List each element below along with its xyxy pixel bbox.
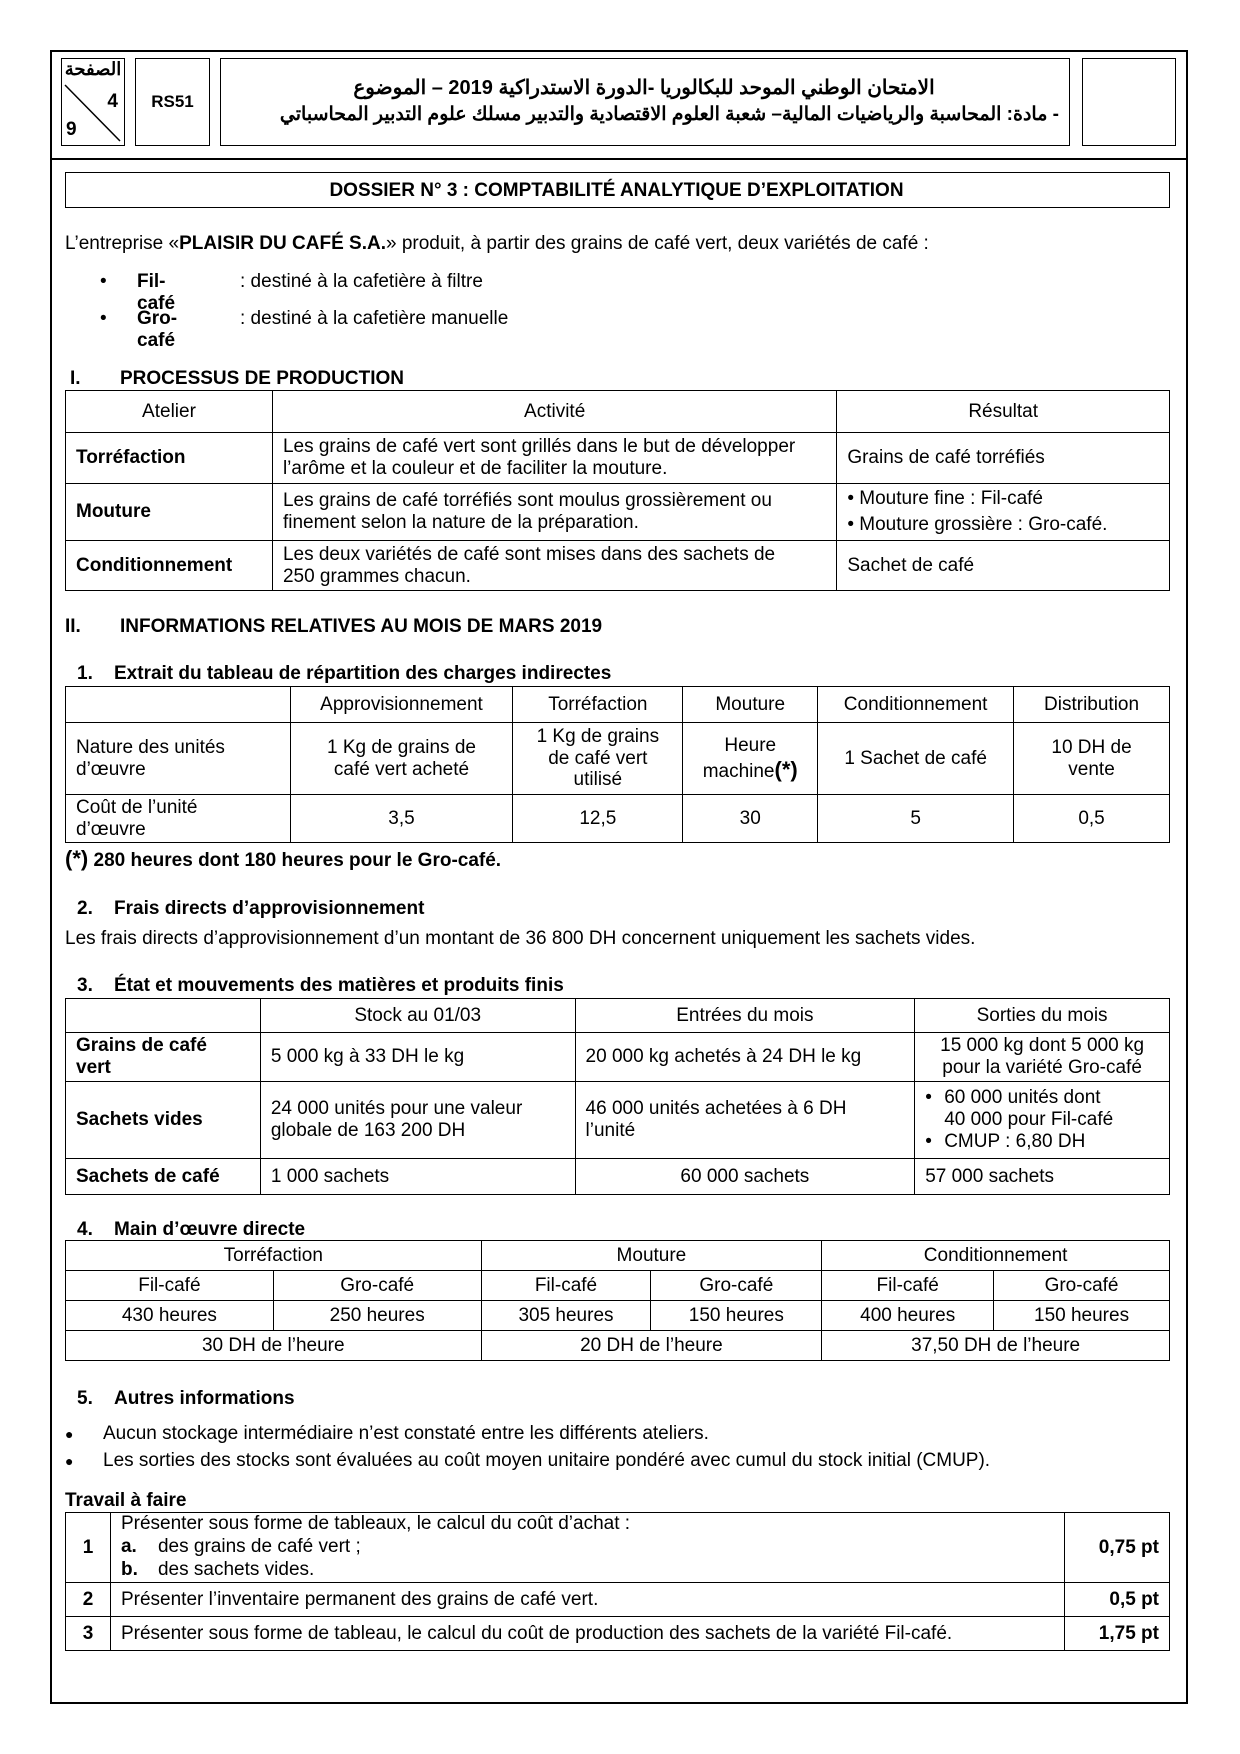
asterisk-mark: (*) bbox=[774, 756, 798, 782]
cell-line: 60 000 unités dont bbox=[944, 1087, 1101, 1109]
cell-line: machine bbox=[702, 760, 775, 782]
activity-line: l’arôme et la couleur et de faciliter la mouture. bbox=[282, 458, 668, 479]
result-cell: Sachet de café bbox=[837, 541, 1170, 591]
table-row bbox=[66, 433, 1170, 484]
title-box bbox=[220, 58, 1070, 146]
intro-suffix: » produit, à partir des grains de café vert, deux variétés de café : bbox=[385, 233, 929, 254]
section-title: INFORMATIONS RELATIVES AU MOIS DE MARS 2019 bbox=[120, 616, 603, 637]
column-header: Fil-café bbox=[822, 1271, 994, 1301]
table-row bbox=[66, 1617, 1170, 1651]
subsection-title: Main d’œuvre directe bbox=[114, 1219, 306, 1240]
cell-value: 150 heures bbox=[994, 1301, 1170, 1331]
dossier-title: DOSSIER N° 3 : COMPTABILITÉ ANALYTIQUE D’EXPLOITATION bbox=[329, 180, 904, 201]
column-header: Sorties du mois bbox=[915, 999, 1170, 1033]
question-text: Présenter sous forme de tableaux, le calcul du coût d’achat : bbox=[120, 1513, 631, 1535]
row-label: Sachets vides bbox=[66, 1082, 261, 1159]
activity-line: finement selon la nature de la préparation. bbox=[282, 512, 639, 533]
cell-value: 57 000 sachets bbox=[915, 1159, 1170, 1195]
question-number: 3 bbox=[66, 1617, 111, 1651]
question-number: 1 bbox=[66, 1513, 111, 1583]
result-cell: Grains de café torréfiés bbox=[837, 433, 1170, 484]
row-label-line: Grains de café bbox=[76, 1035, 207, 1057]
activity-line: Les grains de café torréfiés sont moulus grossièrement ou bbox=[282, 490, 772, 512]
subsection-3-heading bbox=[77, 975, 564, 997]
cell-line: 40 000 pour Fil-café bbox=[944, 1109, 1114, 1131]
column-header: Résultat bbox=[837, 391, 1170, 433]
column-header: Atelier bbox=[66, 391, 273, 433]
column-header: Conditionnement bbox=[818, 687, 1014, 723]
result-line: • Mouture grossière : Gro-café. bbox=[847, 514, 1108, 535]
subsection-num: 4. bbox=[77, 1219, 93, 1240]
table-row bbox=[66, 1033, 1170, 1082]
table-row bbox=[66, 541, 1170, 591]
table-row bbox=[66, 1331, 1170, 1361]
activity-line: 250 grammes chacun. bbox=[282, 565, 471, 587]
table-row bbox=[66, 1159, 1170, 1195]
cell-value: 37,50 DH de l’heure bbox=[822, 1331, 1170, 1361]
indirect-charges-table bbox=[65, 686, 1170, 843]
table-row bbox=[66, 723, 1170, 795]
atelier-cell: Mouture bbox=[66, 484, 273, 541]
row-label-line: d’œuvre bbox=[76, 758, 146, 780]
page-number-box bbox=[61, 58, 125, 146]
table-row bbox=[66, 1301, 1170, 1331]
activity-line: Les deux variétés de café sont mises dans des sachets de bbox=[282, 543, 776, 565]
travail-table bbox=[65, 1512, 1170, 1651]
cell-value: 12,5 bbox=[513, 795, 683, 843]
column-header bbox=[66, 999, 261, 1033]
footnote-mark: (*) bbox=[65, 846, 89, 871]
section-2-heading bbox=[65, 616, 603, 638]
variety-name: Gro-café bbox=[137, 308, 178, 351]
exam-code: RS51 bbox=[151, 92, 194, 111]
subsection-title: Frais directs d’approvisionnement bbox=[114, 898, 425, 919]
production-process-table bbox=[65, 390, 1170, 591]
subsection-2-heading bbox=[77, 898, 425, 920]
cell-line: de café vert bbox=[548, 747, 648, 769]
column-header: Gro-café bbox=[651, 1271, 822, 1301]
cell-line: vente bbox=[1068, 758, 1115, 780]
column-header: Entrées du mois bbox=[575, 999, 915, 1033]
cell-value: 5 000 kg à 33 DH le kg bbox=[260, 1033, 575, 1082]
table-row bbox=[66, 484, 1170, 541]
cell-value: 250 heures bbox=[273, 1301, 481, 1331]
subsection-4-heading bbox=[77, 1219, 306, 1241]
column-header: Gro-café bbox=[273, 1271, 481, 1301]
subsection-1-heading bbox=[77, 663, 612, 685]
cell-value: 305 heures bbox=[481, 1301, 651, 1331]
row-label-line: d’œuvre bbox=[76, 818, 146, 840]
subsection-num: 1. bbox=[77, 663, 93, 684]
footnote-text: 280 heures dont 180 heures pour le Gro-café. bbox=[93, 850, 502, 871]
dossier-title-box bbox=[65, 172, 1170, 208]
cell-line: café vert acheté bbox=[333, 758, 470, 780]
section-num: II. bbox=[65, 616, 81, 637]
sub-text: des sachets vides. bbox=[157, 1558, 315, 1580]
sub-mark: b. bbox=[120, 1558, 138, 1580]
sub-mark: a. bbox=[120, 1536, 137, 1558]
cell-value: 0,5 bbox=[1014, 795, 1170, 843]
cell-value: 1 Sachet de café bbox=[818, 723, 1014, 795]
table-row: Sachets vides 24 000 unités pour une valeur globale de 163 200 DH 46 000 unités achetées à 6 DH l’unité • 60 000 unités dont 40 000 pour Fil-café • CMUP : 6,80 DH bbox=[66, 1082, 1170, 1159]
table-row bbox=[66, 795, 1170, 843]
atelier-cell: Torréfaction bbox=[66, 433, 273, 484]
cell-value: 3,5 bbox=[290, 795, 513, 843]
subsection-num: 3. bbox=[77, 975, 93, 996]
column-group-header: Conditionnement bbox=[822, 1241, 1170, 1271]
column-header: Stock au 01/03 bbox=[260, 999, 575, 1033]
frais-directs-text: Les frais directs d’approvisionnement d’un montant de 36 800 DH concernent uniquement les sachets vides. bbox=[65, 928, 976, 949]
column-group-header: Torréfaction bbox=[66, 1241, 482, 1271]
page-total: 9 bbox=[66, 119, 77, 140]
question-points: 0,75 pt bbox=[1065, 1513, 1170, 1583]
subsection-num: 5. bbox=[77, 1388, 93, 1409]
question-number: 2 bbox=[66, 1583, 111, 1617]
info-text: Aucun stockage intermédiaire n’est constaté entre les différents ateliers. bbox=[103, 1423, 709, 1444]
section-num: I. bbox=[70, 368, 81, 389]
intro-text bbox=[65, 233, 929, 255]
cell-value: 5 bbox=[818, 795, 1014, 843]
cell-value: 30 DH de l’heure bbox=[66, 1331, 482, 1361]
cell-value: 20 DH de l’heure bbox=[481, 1331, 822, 1361]
cell-value: 150 heures bbox=[651, 1301, 822, 1331]
variety-desc: : destiné à la cafetière à filtre bbox=[240, 271, 483, 292]
info-text: Les sorties des stocks sont évaluées au coût moyen unitaire pondéré avec cumul du stock initial (CMUP). bbox=[103, 1450, 991, 1471]
cell-line: CMUP : 6,80 DH bbox=[944, 1130, 1086, 1152]
subsection-title: Autres informations bbox=[114, 1388, 295, 1409]
row-label-line: Coût de l’unité bbox=[76, 796, 198, 818]
table-row bbox=[66, 1583, 1170, 1617]
question-text: Présenter sous forme de tableau, le calcul du coût de production des sachets de la variété Fil-café. bbox=[110, 1617, 1064, 1651]
row-label: Sachets de café bbox=[66, 1159, 261, 1195]
stock-movements-table bbox=[65, 998, 1170, 1195]
cell-line: l’unité bbox=[585, 1120, 636, 1141]
variety-name: Fil-café bbox=[137, 271, 176, 314]
subsection-title: État et mouvements des matières et produits finis bbox=[114, 975, 564, 996]
cell-line: 1 Kg de grains bbox=[536, 725, 660, 747]
column-header: Torréfaction bbox=[513, 687, 683, 723]
header-title-1: الامتحان الوطني الموحد للبكالوريا -الدورة الاستدراكية 2019 – الموضوع bbox=[353, 77, 935, 99]
header-title-2: - مادة: المحاسبة والرياضيات المالية– شعبة العلوم الاقتصادية والتدبير مسلك علوم التدبير المحاسباتي bbox=[279, 104, 1059, 125]
cell-value: 60 000 sachets bbox=[575, 1159, 915, 1195]
cell-line: 24 000 unités pour une valeur bbox=[270, 1098, 523, 1120]
row-label-line: vert bbox=[76, 1057, 111, 1078]
section-1-heading bbox=[70, 368, 404, 390]
cell-line: 46 000 unités achetées à 6 DH bbox=[585, 1098, 847, 1120]
company-name: PLAISIR DU CAFÉ S.A. bbox=[179, 233, 386, 254]
column-header: Fil-café bbox=[481, 1271, 651, 1301]
activity-line: Les grains de café vert sont grillés dans le but de développer bbox=[282, 436, 796, 458]
row-label-line: Nature des unités bbox=[76, 736, 225, 758]
cell-value: 400 heures bbox=[822, 1301, 994, 1331]
cell-value: 430 heures bbox=[66, 1301, 274, 1331]
page-number: 4 bbox=[107, 91, 118, 112]
section-title: PROCESSUS DE PRODUCTION bbox=[120, 368, 404, 389]
header-rule bbox=[50, 158, 1188, 160]
cell-line: 10 DH de bbox=[1051, 736, 1132, 758]
column-header: Activité bbox=[272, 391, 836, 433]
cell-value: 30 bbox=[683, 795, 818, 843]
result-line: • Mouture fine : Fil-café bbox=[847, 488, 1043, 510]
footnote bbox=[65, 846, 501, 872]
subsection-title: Extrait du tableau de répartition des charges indirectes bbox=[114, 663, 612, 684]
cell-value: 1 000 sachets bbox=[260, 1159, 575, 1195]
blank-box bbox=[1082, 58, 1176, 146]
question-points: 0,5 pt bbox=[1065, 1583, 1170, 1617]
intro-prefix: L’entreprise « bbox=[65, 233, 180, 254]
atelier-cell: Conditionnement bbox=[66, 541, 273, 591]
cell-line: 15 000 kg dont 5 000 kg bbox=[940, 1035, 1145, 1057]
page-label: الصفحة bbox=[64, 59, 122, 79]
travail-heading: Travail à faire bbox=[65, 1490, 187, 1511]
column-header: Mouture bbox=[683, 687, 818, 723]
cell-line: utilisé bbox=[573, 769, 623, 791]
code-box bbox=[135, 58, 210, 146]
column-group-header: Mouture bbox=[481, 1241, 822, 1271]
question-points: 1,75 pt bbox=[1065, 1617, 1170, 1651]
table-row bbox=[66, 1513, 1170, 1583]
cell-line: Heure bbox=[724, 734, 777, 756]
cell-line: globale de 163 200 DH bbox=[270, 1120, 466, 1141]
sub-text: des grains de café vert ; bbox=[157, 1536, 361, 1558]
column-header: Fil-café bbox=[66, 1271, 274, 1301]
column-header: Distribution bbox=[1014, 687, 1170, 723]
question-text: Présenter l’inventaire permanent des grains de café vert. bbox=[110, 1583, 1064, 1617]
cell-value: 20 000 kg achetés à 24 DH le kg bbox=[575, 1033, 915, 1082]
column-header: Approvisionnement bbox=[290, 687, 513, 723]
variety-desc: : destiné à la cafetière manuelle bbox=[240, 308, 509, 329]
cell-line: 1 Kg de grains de bbox=[327, 736, 476, 758]
cell-line: pour la variété Gro-café bbox=[942, 1057, 1142, 1078]
subsection-num: 2. bbox=[77, 898, 93, 919]
subsection-5-heading bbox=[77, 1388, 295, 1410]
column-header: Gro-café bbox=[994, 1271, 1170, 1301]
direct-labor-table bbox=[65, 1240, 1170, 1361]
column-header bbox=[66, 687, 291, 723]
